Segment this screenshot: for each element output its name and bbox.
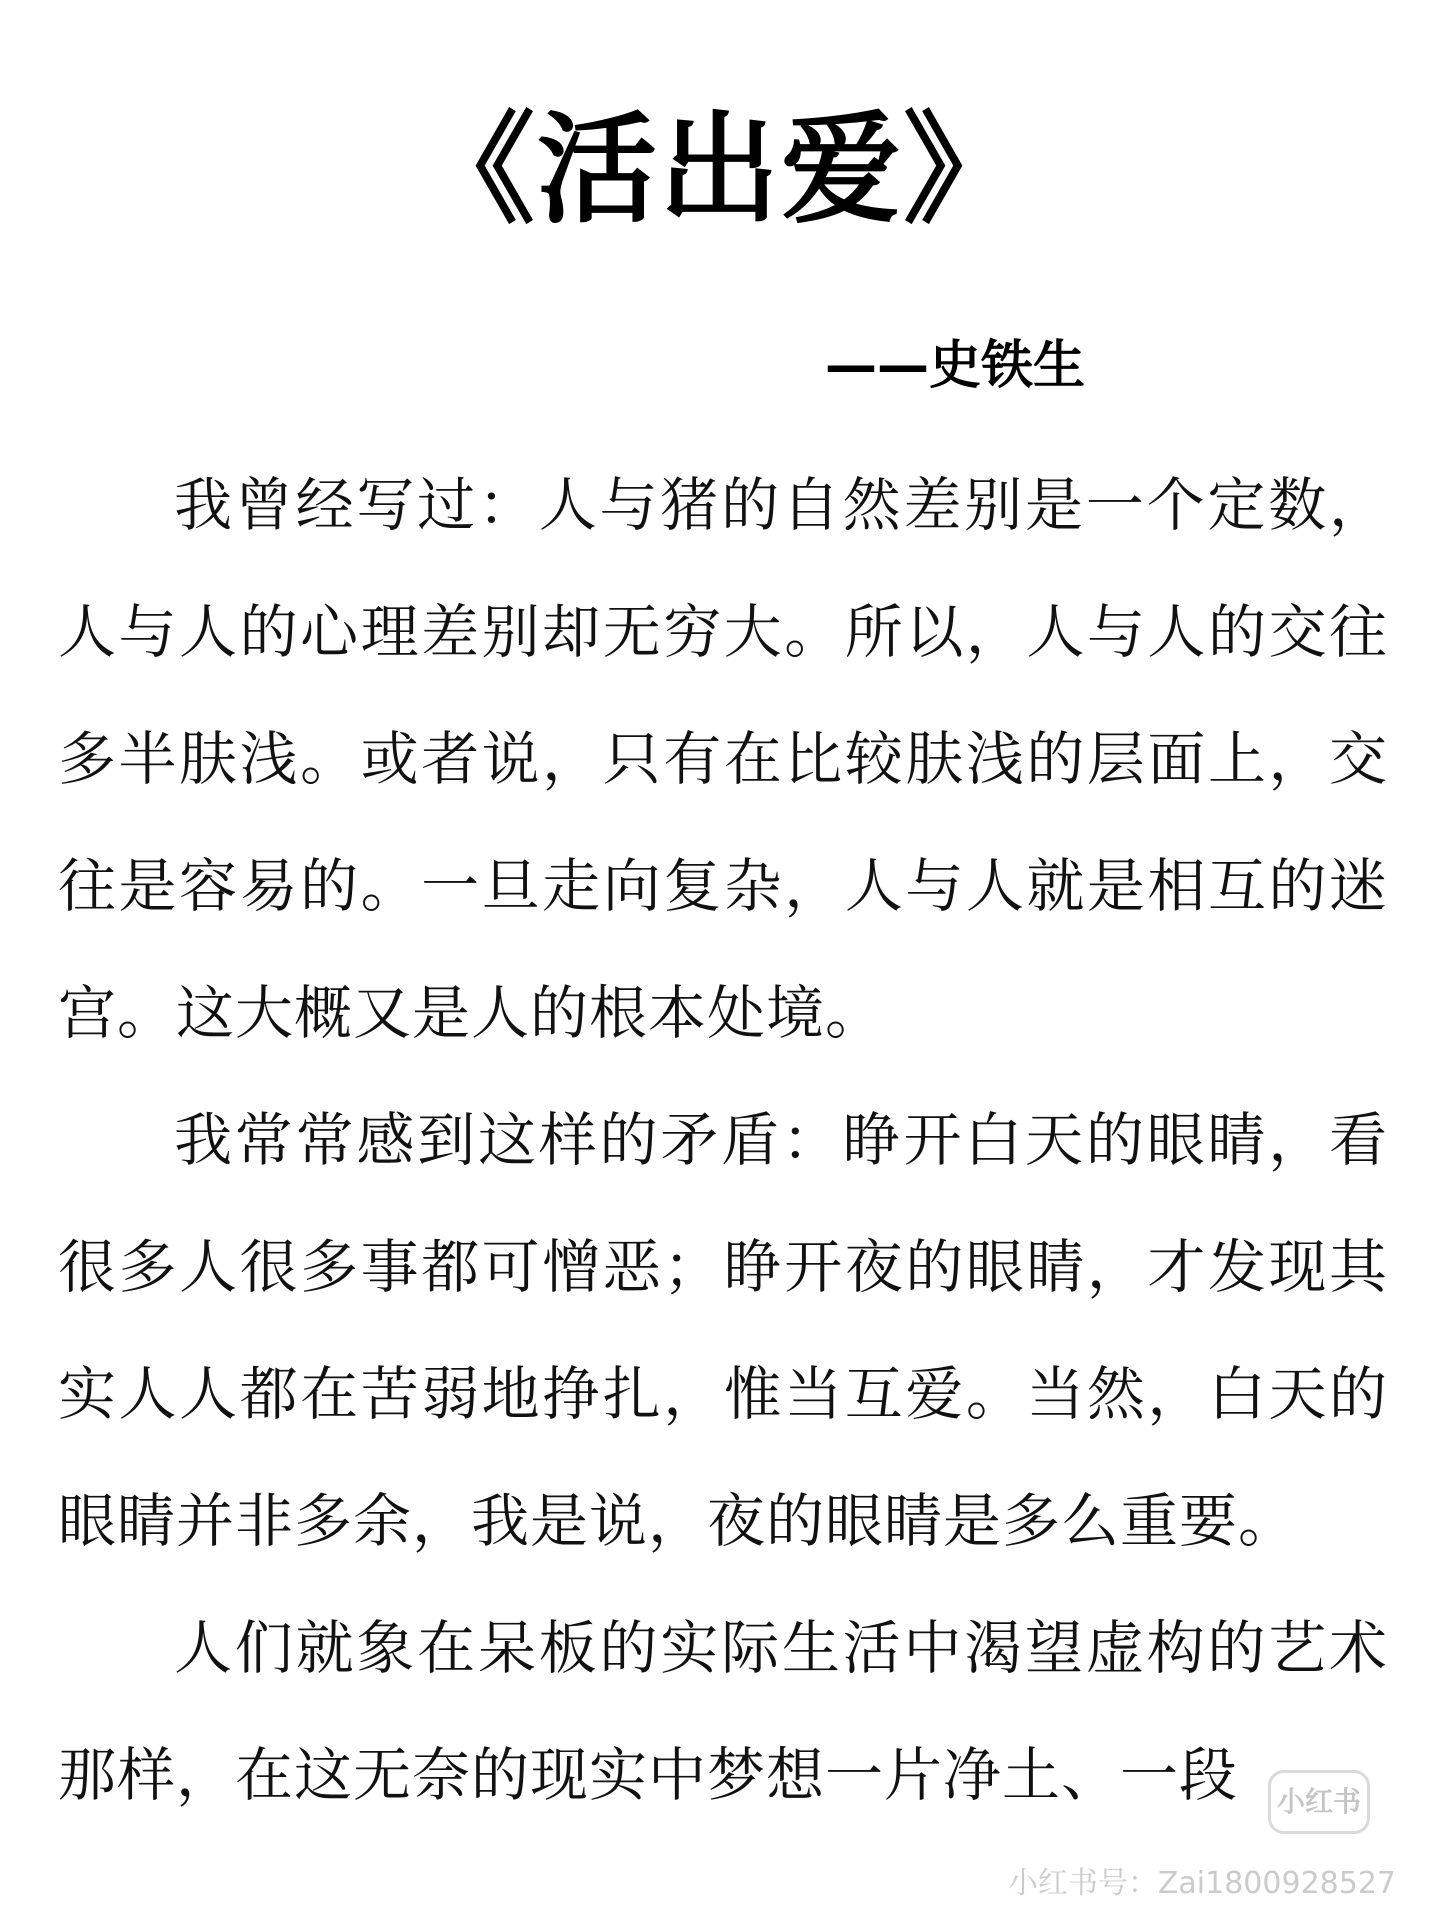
- document-body: [58, 442, 1388, 1839]
- watermark-id: 小红书号：Zai1800928527: [1007, 1866, 1396, 1901]
- paragraph-3: 人们就象在呆板的实际生活中渴望虚构的艺术那样，在这无奈的现实中梦想一片净土、一段: [58, 1614, 1388, 1809]
- author-line: ——史铁生: [825, 336, 1086, 396]
- xiaohongshu-logo-icon: 小红书: [1268, 1770, 1370, 1834]
- paragraph-1: 我曾经写过：人与猪的自然差别是一个定数，人与人的心理差别却无穷大。所以，人与人的交往多半肤浅。或者说，只有在比较肤浅的层面上，交往是容易的。一旦走向复杂，人与人就是相互的迷宫。这大概又是人的根本处境。: [58, 471, 1388, 1047]
- document-title: 《活出爱》: [415, 101, 1025, 240]
- paragraph-2: 我常常感到这样的矛盾：睁开白天的眼睛，看很多人很多事都可憎恶；睁开夜的眼睛，才发现其实人人都在苦弱地挣扎，惟当互爱。当然，白天的眼睛并非多余，我是说，夜的眼睛是多么重要。: [58, 1106, 1388, 1555]
